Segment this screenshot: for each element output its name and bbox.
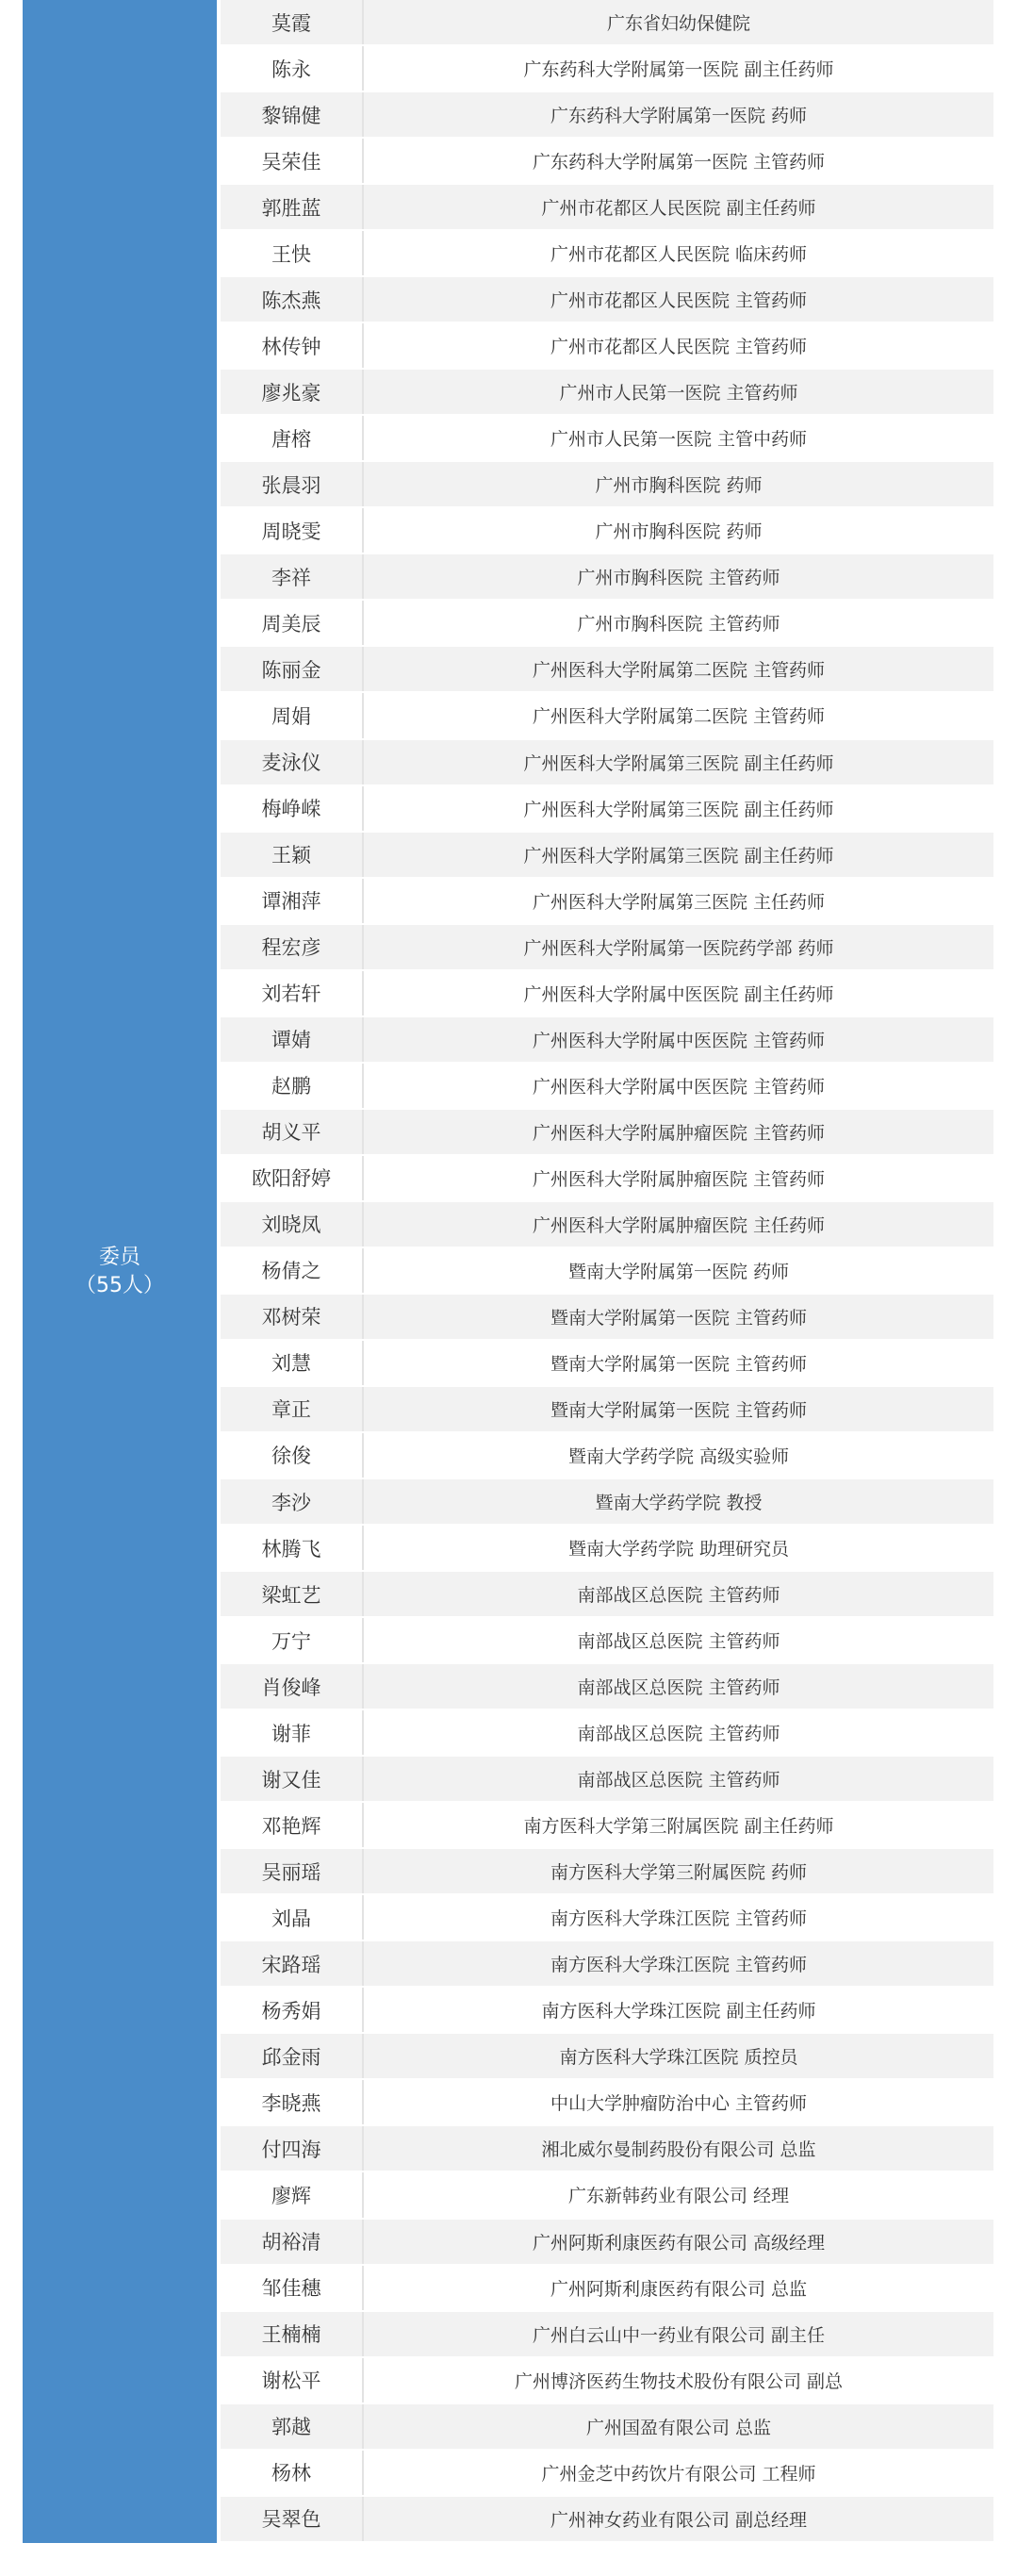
member-name: 王颖 xyxy=(221,833,364,877)
table-row xyxy=(221,833,993,879)
member-name: 邓树荣 xyxy=(221,1295,364,1339)
member-organization: 广州市花都区人民医院 副主任药师 xyxy=(541,198,816,220)
table-row xyxy=(221,1803,993,1849)
member-name: 陈丽金 xyxy=(221,647,364,691)
member-name: 杨秀娟 xyxy=(221,1988,364,2032)
member-name: 廖兆豪 xyxy=(221,370,364,414)
table-row xyxy=(221,370,993,416)
table-row xyxy=(221,1156,993,1202)
table-row xyxy=(221,2404,993,2451)
member-name: 李晓燕 xyxy=(221,2080,364,2124)
table-row xyxy=(221,323,993,370)
member-organization: 中山大学肿瘤防治中心 主管药师 xyxy=(550,2093,808,2115)
member-name: 廖辉 xyxy=(221,2172,364,2217)
table-row xyxy=(221,277,993,323)
member-name: 谭湘萍 xyxy=(221,879,364,923)
member-name: 胡裕清 xyxy=(221,2220,364,2264)
member-name: 谭婧 xyxy=(221,1017,364,1062)
member-organization: 广州市胸科医院 药师 xyxy=(595,475,763,497)
member-organization: 暨南大学附属第一医院 药师 xyxy=(567,1261,790,1282)
category-count: （55人） xyxy=(75,1273,164,1297)
member-name: 谢又佳 xyxy=(221,1757,364,1801)
table-row xyxy=(221,1064,993,1110)
member-organization: 广州医科大学附属第三医院 主任药师 xyxy=(532,891,826,913)
member-name: 梅峥嵘 xyxy=(221,786,364,831)
member-organization: 广州医科大学附属肿瘤医院 主管药师 xyxy=(532,1168,826,1190)
member-organization: 广东药科大学附属第一医院 副主任药师 xyxy=(523,59,834,81)
member-rows xyxy=(221,0,993,2543)
member-organization: 南部战区总医院 主管药师 xyxy=(577,1631,780,1653)
member-name: 胡义平 xyxy=(221,1110,364,1154)
member-organization: 广州医科大学附属第三医院 副主任药师 xyxy=(523,845,834,867)
table-row xyxy=(221,1295,993,1341)
table-row xyxy=(221,2497,993,2543)
member-name: 付四海 xyxy=(221,2126,364,2171)
table-row xyxy=(221,0,993,46)
member-organization: 广东新韩药业有限公司 经理 xyxy=(567,2186,790,2207)
member-name: 徐俊 xyxy=(221,1433,364,1478)
member-organization: 广州国盈有限公司 总监 xyxy=(585,2417,772,2438)
member-organization: 广州市人民第一医院 主管药师 xyxy=(559,383,798,405)
table-row xyxy=(221,1572,993,1618)
member-organization: 暨南大学药学院 高级实验师 xyxy=(567,1445,790,1467)
member-name: 李祥 xyxy=(221,554,364,599)
member-name: 林腾飞 xyxy=(221,1526,364,1570)
member-organization: 南方医科大学珠江医院 质控员 xyxy=(559,2047,798,2069)
member-name: 肖俊峰 xyxy=(221,1664,364,1709)
member-organization: 南部战区总医院 主管药师 xyxy=(577,1677,780,1699)
table-row xyxy=(221,2080,993,2126)
member-name: 吴荣佳 xyxy=(221,139,364,183)
member-organization: 广州阿斯利康医药有限公司 总监 xyxy=(550,2278,808,2300)
table-row xyxy=(221,601,993,647)
table-row xyxy=(221,1664,993,1710)
member-organization: 广州医科大学附属第二医院 主管药师 xyxy=(532,706,826,728)
table-row xyxy=(221,2266,993,2312)
table-row xyxy=(221,1479,993,1526)
member-organization: 广东药科大学附属第一医院 主管药师 xyxy=(532,152,826,173)
member-name: 王楠楠 xyxy=(221,2312,364,2356)
member-name: 郭胜蓝 xyxy=(221,185,364,229)
member-organization: 暨南大学药学院 教授 xyxy=(595,1493,763,1514)
table-row xyxy=(221,462,993,508)
member-name: 邱金雨 xyxy=(221,2034,364,2078)
member-name: 麦泳仪 xyxy=(221,740,364,784)
table-row xyxy=(221,1526,993,1572)
member-organization: 广东药科大学附属第一医院 药师 xyxy=(550,106,808,127)
member-organization: 广州医科大学附属第一医院药学部 药师 xyxy=(523,937,834,959)
table-row xyxy=(221,1895,993,1941)
member-organization: 南方医科大学第三附属医院 药师 xyxy=(550,1862,808,1884)
table-row xyxy=(221,508,993,554)
member-name: 杨林 xyxy=(221,2451,364,2495)
member-organization: 南方医科大学珠江医院 主管药师 xyxy=(550,1955,808,1976)
table-row xyxy=(221,1387,993,1433)
member-name: 章正 xyxy=(221,1387,364,1431)
member-name: 张晨羽 xyxy=(221,462,364,506)
table-row xyxy=(221,92,993,139)
member-name: 杨倩之 xyxy=(221,1248,364,1293)
member-name: 刘若轩 xyxy=(221,971,364,1016)
member-organization: 暨南大学附属第一医院 主管药师 xyxy=(550,1307,808,1329)
member-name: 程宏彦 xyxy=(221,925,364,969)
member-name: 邹佳穗 xyxy=(221,2266,364,2310)
member-name: 陈永 xyxy=(221,46,364,91)
category-cell xyxy=(23,0,217,2543)
table-row xyxy=(221,971,993,1017)
table-row xyxy=(221,2220,993,2266)
member-name: 周美辰 xyxy=(221,601,364,645)
table-row xyxy=(221,554,993,601)
member-organization: 广州博济医药生物技术股份有限公司 副总 xyxy=(514,2370,844,2392)
table-row xyxy=(221,2451,993,2497)
member-name: 黎锦健 xyxy=(221,92,364,137)
member-organization: 广州医科大学附属第三医院 副主任药师 xyxy=(523,799,834,820)
member-name: 赵鹏 xyxy=(221,1064,364,1108)
member-organization: 广州市花都区人民医院 主管药师 xyxy=(550,337,808,358)
member-organization: 广州阿斯利康医药有限公司 高级经理 xyxy=(532,2232,826,2254)
member-organization: 南部战区总医院 主管药师 xyxy=(577,1724,780,1745)
member-organization: 南部战区总医院 主管药师 xyxy=(577,1585,780,1607)
member-organization: 广州医科大学附属中医医院 副主任药师 xyxy=(523,983,834,1005)
member-name: 邓艳辉 xyxy=(221,1803,364,1847)
member-name: 吴翠色 xyxy=(221,2497,364,2541)
member-organization: 广州医科大学附属肿瘤医院 主管药师 xyxy=(532,1122,826,1144)
table-row xyxy=(221,2312,993,2358)
table-row xyxy=(221,2126,993,2172)
member-name: 王快 xyxy=(221,231,364,275)
member-organization: 广州医科大学附属肿瘤医院 主任药师 xyxy=(532,1214,826,1236)
member-organization: 暨南大学药学院 助理研究员 xyxy=(567,1539,790,1560)
member-name: 周娟 xyxy=(221,693,364,737)
table-row xyxy=(221,693,993,739)
member-organization: 广州市胸科医院 主管药师 xyxy=(577,568,780,589)
member-name: 宋路瑶 xyxy=(221,1941,364,1986)
member-name: 吴丽瑶 xyxy=(221,1849,364,1893)
member-organization: 广州市花都区人民医院 临床药师 xyxy=(550,244,808,266)
table-row xyxy=(221,1341,993,1387)
committee-table xyxy=(23,0,993,2543)
member-name: 谢松平 xyxy=(221,2358,364,2403)
member-organization: 暨南大学附属第一医院 主管药师 xyxy=(550,1353,808,1375)
member-organization: 广州医科大学附属第二医院 主管药师 xyxy=(532,660,826,682)
member-name: 欧阳舒婷 xyxy=(221,1156,364,1200)
member-organization: 南方医科大学珠江医院 副主任药师 xyxy=(541,2001,816,2023)
member-name: 李沙 xyxy=(221,1479,364,1524)
table-row xyxy=(221,2358,993,2404)
member-name: 刘晓凤 xyxy=(221,1202,364,1247)
table-row xyxy=(221,139,993,185)
table-row xyxy=(221,740,993,786)
table-row xyxy=(221,1110,993,1156)
member-name: 郭越 xyxy=(221,2404,364,2449)
member-name: 刘晶 xyxy=(221,1895,364,1940)
table-row xyxy=(221,786,993,833)
member-organization: 广州市花都区人民医院 主管药师 xyxy=(550,290,808,312)
category-title: 委员 xyxy=(98,1245,140,1269)
member-name: 谢菲 xyxy=(221,1710,364,1755)
member-organization: 暨南大学附属第一医院 主管药师 xyxy=(550,1399,808,1421)
member-name: 万宁 xyxy=(221,1618,364,1662)
member-organization: 南方医科大学第三附属医院 副主任药师 xyxy=(523,1816,834,1838)
member-organization: 南方医科大学珠江医院 主管药师 xyxy=(550,1908,808,1930)
member-organization: 广东省妇幼保健院 xyxy=(606,13,750,35)
table-row xyxy=(221,231,993,277)
member-organization: 广州神女药业有限公司 副总经理 xyxy=(550,2509,808,2531)
table-row xyxy=(221,2172,993,2219)
member-organization: 南部战区总医院 主管药师 xyxy=(577,1770,780,1792)
table-row xyxy=(221,1248,993,1295)
member-organization: 湘北威尔曼制药股份有限公司 总监 xyxy=(541,2139,816,2161)
member-organization: 广州市胸科医院 主管药师 xyxy=(577,614,780,636)
table-row xyxy=(221,1710,993,1757)
member-organization: 广州市人民第一医院 主管中药师 xyxy=(550,429,808,451)
member-organization: 广州医科大学附属中医医院 主管药师 xyxy=(532,1030,826,1051)
table-row xyxy=(221,1988,993,2034)
table-row xyxy=(221,925,993,971)
member-organization: 广州医科大学附属中医医院 主管药师 xyxy=(532,1076,826,1098)
table-row xyxy=(221,1433,993,1479)
table-row xyxy=(221,1202,993,1248)
member-name: 刘慧 xyxy=(221,1341,364,1385)
table-row xyxy=(221,1618,993,1664)
table-row xyxy=(221,2034,993,2080)
table-row xyxy=(221,1849,993,1895)
member-organization: 广州白云山中一药业有限公司 副主任 xyxy=(532,2324,826,2346)
member-organization: 广州医科大学附属第三医院 副主任药师 xyxy=(523,752,834,774)
member-name: 梁虹艺 xyxy=(221,1572,364,1616)
member-name: 莫霞 xyxy=(221,0,364,44)
table-row xyxy=(221,1757,993,1803)
table-row xyxy=(221,879,993,925)
member-name: 周晓雯 xyxy=(221,508,364,553)
table-row xyxy=(221,647,993,693)
table-row xyxy=(221,416,993,462)
member-name: 唐榕 xyxy=(221,416,364,460)
member-name: 陈杰燕 xyxy=(221,277,364,322)
member-organization: 广州市胸科医院 药师 xyxy=(595,521,763,543)
table-row xyxy=(221,185,993,231)
member-organization: 广州金芝中药饮片有限公司 工程师 xyxy=(541,2463,816,2485)
table-row xyxy=(221,46,993,92)
member-name: 林传钟 xyxy=(221,323,364,368)
table-row xyxy=(221,1017,993,1064)
table-row xyxy=(221,1941,993,1988)
